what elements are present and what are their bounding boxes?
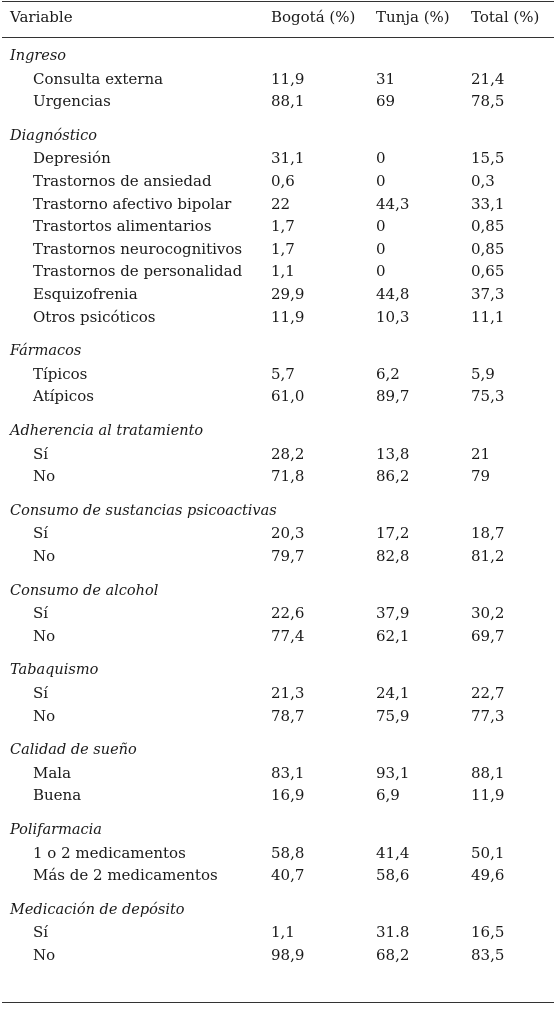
cell-bogota: 71,8 (271, 467, 305, 486)
cell-bogota: 29,9 (271, 285, 305, 303)
row-label: No (33, 467, 56, 486)
cell-bogota: 22 (271, 194, 291, 213)
table-row (0, 68, 555, 90)
table-row (0, 90, 555, 112)
header-bogota: Bogotá (%) (271, 8, 356, 26)
cell-bogota: 1,1 (271, 262, 295, 281)
cell-tunja: 0 (376, 172, 386, 190)
section-title: Medicación de depósito (10, 901, 185, 918)
section-title: Diagnóstico (10, 127, 98, 144)
table-row (0, 363, 555, 385)
cell-total: 30,2 (471, 604, 505, 623)
table-row (0, 147, 555, 169)
cell-bogota: 22,6 (271, 604, 305, 623)
cell-total: 69,7 (471, 626, 505, 645)
section-header (0, 819, 555, 841)
cell-bogota: 1,7 (271, 217, 295, 236)
table-row (0, 682, 555, 704)
cell-tunja: 68,2 (376, 946, 410, 964)
section-header (0, 899, 555, 921)
cell-tunja: 13,8 (376, 444, 410, 463)
row-label: Sí (33, 604, 49, 623)
cell-tunja: 69 (376, 92, 396, 111)
table-row (0, 625, 555, 647)
cell-total: 50,1 (471, 843, 505, 862)
cell-tunja: 10,3 (376, 307, 410, 326)
cell-tunja: 41,4 (376, 843, 410, 862)
table-row (0, 465, 555, 487)
row-label: Consulta externa (33, 69, 164, 88)
cell-tunja: 31 (376, 69, 396, 88)
cell-tunja: 0 (376, 239, 386, 258)
cell-total: 49,6 (471, 866, 505, 885)
cell-total: 79 (471, 467, 491, 486)
cell-total: 18,7 (471, 524, 505, 543)
table-row (0, 385, 555, 407)
cell-total: 21,4 (471, 69, 505, 88)
cell-tunja: 31.8 (376, 923, 410, 942)
cell-bogota: 61,0 (271, 387, 305, 406)
table-row (0, 522, 555, 544)
row-label: Trastortos alimentarios (33, 217, 212, 236)
cell-total: 37,3 (471, 285, 505, 303)
row-label: Depresión (33, 149, 111, 168)
cell-tunja: 0 (376, 149, 386, 168)
cell-tunja: 37,9 (376, 604, 410, 623)
section-header (0, 500, 555, 522)
cell-bogota: 98,9 (271, 946, 305, 964)
cell-bogota: 16,9 (271, 786, 305, 805)
section-title: Calidad de sueño (10, 742, 137, 759)
row-label: Trastornos de ansiedad (33, 172, 212, 190)
table-row (0, 762, 555, 784)
top-rule (2, 1, 554, 2)
row-label: Sí (33, 524, 49, 543)
cell-tunja: 24,1 (376, 684, 410, 702)
table-row (0, 443, 555, 465)
cell-tunja: 6,2 (376, 364, 400, 383)
row-label: Más de 2 medicamentos (33, 866, 218, 885)
header-tunja: Tunja (%) (376, 8, 450, 26)
row-label: Sí (33, 684, 49, 702)
table-row (0, 260, 555, 282)
table-row (0, 842, 555, 864)
cell-bogota: 88,1 (271, 92, 305, 111)
table-row (0, 283, 555, 305)
section-header (0, 125, 555, 147)
cell-bogota: 1,7 (271, 239, 295, 258)
section-header (0, 45, 555, 67)
section-title: Adherencia al tratamiento (10, 423, 204, 439)
cell-total: 0,65 (471, 262, 505, 281)
header-rule (2, 37, 554, 38)
cell-tunja: 0 (376, 262, 386, 281)
cell-tunja: 93,1 (376, 763, 410, 782)
table-row (0, 864, 555, 886)
cell-tunja: 44,3 (376, 194, 410, 213)
row-label: Atípicos (33, 387, 94, 406)
section-title: Consumo de sustancias psicoactivas (10, 502, 277, 519)
header-total: Total (%) (471, 8, 540, 26)
row-label: No (33, 626, 56, 645)
section-header (0, 420, 555, 442)
cell-total: 77,3 (471, 706, 505, 725)
table-header (0, 6, 555, 28)
table-row (0, 545, 555, 567)
table-row (0, 306, 555, 328)
cell-total: 15,5 (471, 149, 505, 168)
row-label: Esquizofrenia (33, 285, 138, 303)
section-header (0, 340, 555, 362)
cell-tunja: 86,2 (376, 467, 410, 486)
cell-total: 88,1 (471, 763, 505, 782)
row-label: Sí (33, 444, 49, 463)
table-row (0, 944, 555, 966)
row-label: Otros psicóticos (33, 307, 156, 326)
cell-bogota: 20,3 (271, 524, 305, 543)
cell-tunja: 58,6 (376, 866, 410, 885)
cell-bogota: 0,6 (271, 172, 295, 190)
cell-bogota: 78,7 (271, 706, 305, 725)
row-label: 1 o 2 medicamentos (33, 843, 186, 862)
section-header (0, 739, 555, 761)
row-label: Trastornos de personalidad (33, 262, 243, 281)
row-label: No (33, 946, 56, 964)
table-row (0, 238, 555, 260)
cell-total: 81,2 (471, 547, 505, 565)
cell-total: 0,85 (471, 217, 505, 236)
cell-bogota: 58,8 (271, 843, 305, 862)
cell-tunja: 62,1 (376, 626, 410, 645)
cell-bogota: 11,9 (271, 307, 305, 326)
cell-bogota: 5,7 (271, 364, 295, 383)
table-row (0, 705, 555, 727)
cell-tunja: 6,9 (376, 786, 400, 805)
cell-bogota: 28,2 (271, 444, 305, 463)
row-label: Típicos (33, 364, 88, 383)
header-variable: Variable (10, 8, 73, 26)
cell-bogota: 77,4 (271, 626, 305, 645)
table-row (0, 921, 555, 943)
table-row (0, 215, 555, 237)
section-title: Fármacos (10, 343, 82, 360)
table-row (0, 602, 555, 624)
cell-total: 0,3 (471, 172, 495, 190)
row-label: Trastorno afectivo bipolar (33, 194, 232, 213)
row-label: Mala (33, 763, 72, 782)
cell-total: 11,1 (471, 307, 505, 326)
cell-bogota: 21,3 (271, 684, 305, 702)
cell-bogota: 1,1 (271, 923, 295, 942)
row-label: Trastornos neurocognitivos (33, 239, 243, 258)
cell-total: 75,3 (471, 387, 505, 406)
row-label: No (33, 547, 56, 565)
cell-bogota: 11,9 (271, 69, 305, 88)
cell-tunja: 44,8 (376, 285, 410, 303)
table-row (0, 193, 555, 215)
cell-tunja: 75,9 (376, 706, 410, 725)
section-title: Tabaquismo (10, 662, 99, 679)
cell-tunja: 82,8 (376, 547, 410, 565)
cell-total: 22,7 (471, 684, 505, 702)
row-label: Urgencias (33, 92, 111, 111)
cell-tunja: 17,2 (376, 524, 410, 543)
row-label: Buena (33, 786, 82, 805)
cell-total: 78,5 (471, 92, 505, 111)
section-title: Polifarmacia (10, 822, 102, 838)
cell-tunja: 89,7 (376, 387, 410, 406)
cell-total: 83,5 (471, 946, 505, 964)
cell-bogota: 40,7 (271, 866, 305, 885)
cell-bogota: 79,7 (271, 547, 305, 565)
cell-total: 21 (471, 444, 491, 463)
cell-total: 0,85 (471, 239, 505, 258)
cell-total: 16,5 (471, 923, 505, 942)
cell-total: 5,9 (471, 364, 495, 383)
row-label: Sí (33, 923, 49, 942)
cell-total: 33,1 (471, 194, 505, 213)
table-row (0, 784, 555, 806)
section-header (0, 659, 555, 681)
cell-total: 11,9 (471, 786, 505, 805)
section-title: Ingreso (10, 48, 67, 64)
cell-bogota: 31,1 (271, 149, 305, 168)
section-header (0, 580, 555, 602)
row-label: No (33, 706, 56, 725)
bottom-rule (2, 1002, 554, 1003)
table-row (0, 170, 555, 192)
cell-tunja: 0 (376, 217, 386, 236)
cell-bogota: 83,1 (271, 763, 305, 782)
section-title: Consumo de alcohol (10, 582, 159, 599)
